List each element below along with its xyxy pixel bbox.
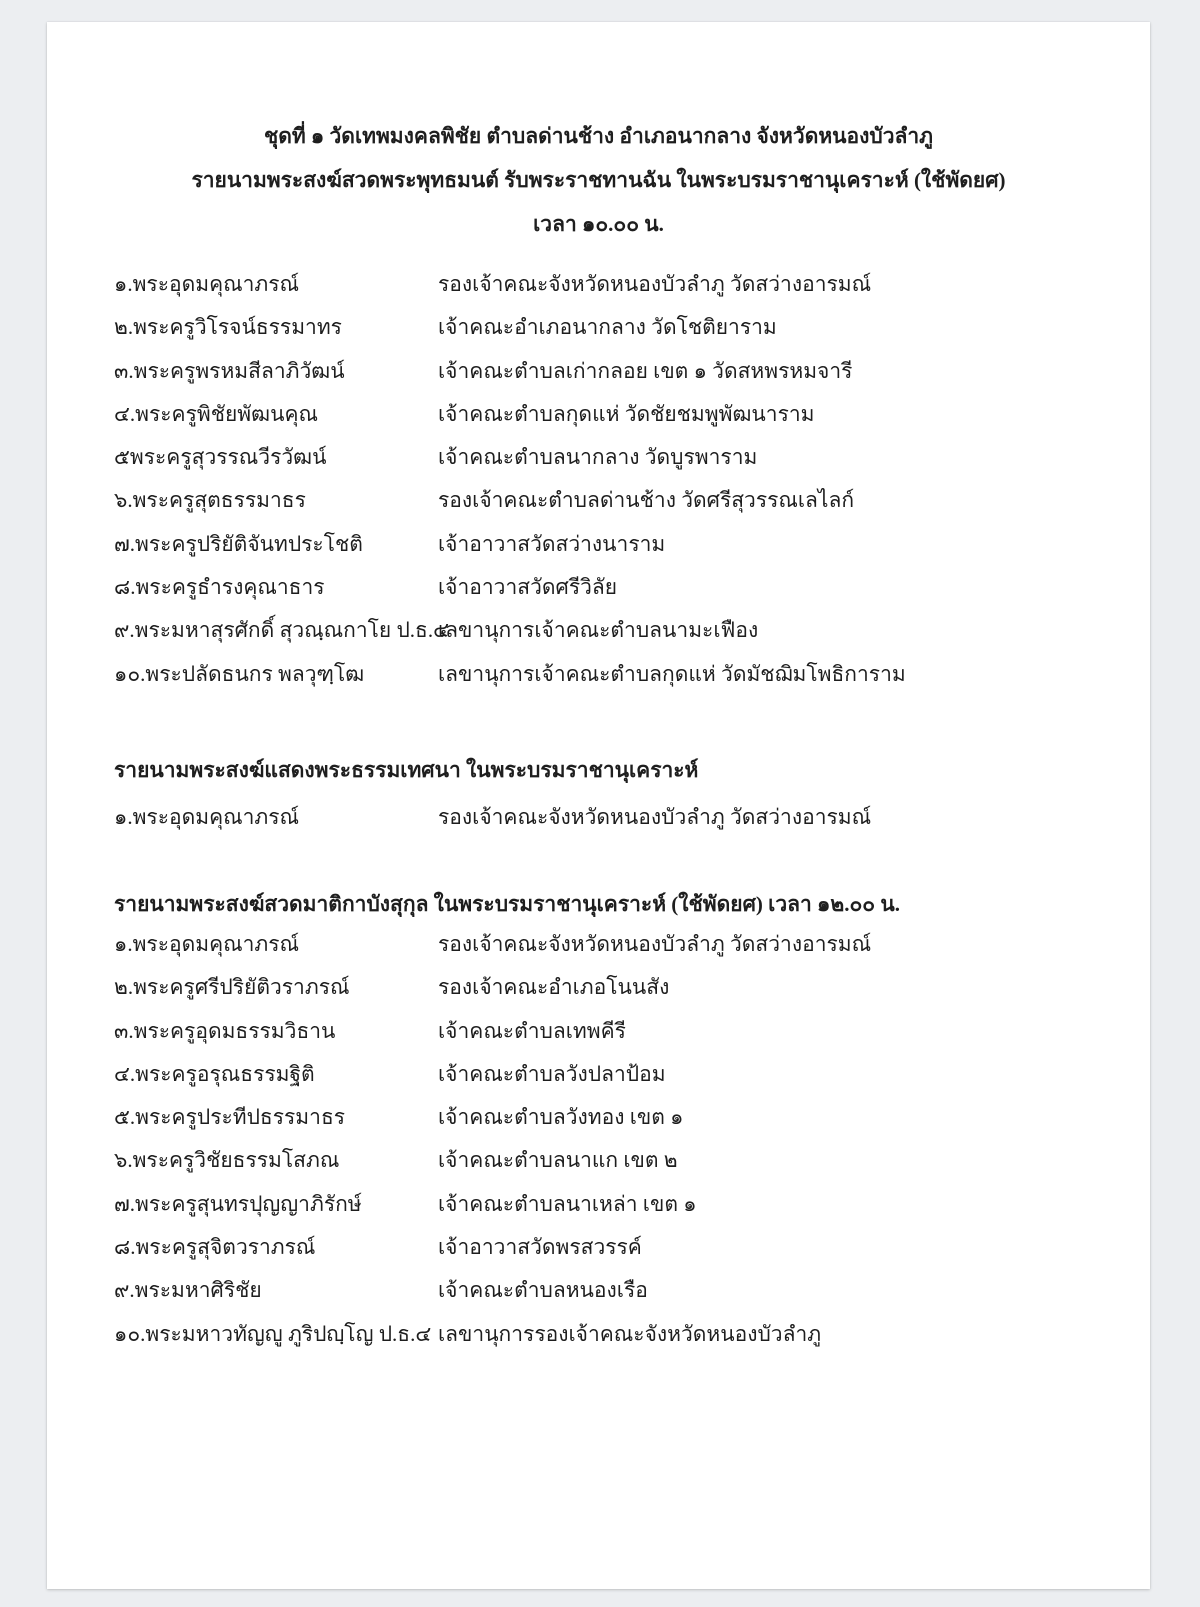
- monk-name: ๒.พระครูวิโรจน์ธรรมาทร: [114, 315, 342, 340]
- monk-name: ๕พระครูสุวรรณวีรวัฒน์: [114, 445, 327, 470]
- monk-name: ๑๐.พระปลัดธนกร พลวุฑฺโฒ: [114, 661, 365, 686]
- monk-title: เจ้าอาวาสวัดสว่างนาราม: [438, 531, 666, 556]
- monk-row: [114, 653, 1114, 696]
- monk-name: ๖.พระครูสุตธรรมาธร: [114, 488, 306, 513]
- document-page: [47, 22, 1150, 1589]
- monk-title: รองเจ้าคณะตำบลด่านช้าง วัดศรีสุวรรณเลไลก์: [438, 488, 855, 513]
- sermon-monk-list: [114, 796, 1114, 839]
- monk-row: [114, 1269, 1114, 1312]
- monk-title: เจ้าคณะตำบลนาเหล่า เขต ๑: [438, 1191, 697, 1216]
- monk-name: ๘.พระครูธำรงคุณาธาร: [114, 575, 325, 600]
- header-line-set-temple: ชุดที่ ๑ วัดเทพมงคลพิชัย ตำบลด่านช้าง อำเภอนากลาง จังหวัดหนองบัวลำภู: [263, 124, 934, 148]
- monk-name: ๙.พระมหาศิริชัย: [114, 1278, 262, 1303]
- monk-row: [114, 1183, 1114, 1226]
- monk-name: ๔.พระครูอรุณธรรมฐิติ: [114, 1061, 315, 1086]
- monk-title: เลขานุการรองเจ้าคณะจังหวัดหนองบัวลำภู: [438, 1321, 822, 1346]
- monk-title: เจ้าคณะตำบลนากลาง วัดบูรพาราม: [438, 445, 758, 470]
- sermon-section-heading: รายนามพระสงฆ์แสดงพระธรรมเทศนา ในพระบรมราชานุเคราะห์: [114, 758, 699, 782]
- monk-name: ๗.พระครูปริยัติจันทประโชติ: [114, 531, 363, 556]
- monk-name: ๗.พระครูสุนทรปุญญาภิรักษ์: [114, 1191, 362, 1216]
- monk-title: รองเจ้าคณะจังหวัดหนองบัวลำภู วัดสว่างอารมณ์: [438, 272, 872, 296]
- monk-title: เจ้าอาวาสวัดพรสวรรค์: [438, 1235, 642, 1260]
- monk-title: เจ้าคณะตำบลวังปลาป้อม: [438, 1061, 666, 1086]
- monk-title: เจ้าคณะตำบลเก่ากลอย เขต ๑ วัดสหพรหมจารี: [438, 358, 853, 383]
- monk-title: เลขานุการเจ้าคณะตำบลกุดแห่ วัดมัชฌิมโพธิการาม: [438, 661, 906, 686]
- matika-bangsukun-section-heading: รายนามพระสงฆ์สวดมาติกาบังสุกุล ในพระบรมราชานุเคราะห์ (ใช้พัดยศ) เวลา ๑๒.๐๐ น.: [114, 892, 900, 916]
- monk-name: ๕.พระครูประทีปธรรมาธร: [114, 1105, 346, 1130]
- monk-row: [114, 436, 1114, 479]
- monk-row: [114, 1313, 1114, 1356]
- monk-name: ๓.พระครูพรหมสีลาภิวัฒน์: [114, 358, 345, 383]
- monk-row: [114, 1226, 1114, 1269]
- chanting-monk-list: [114, 263, 1114, 696]
- monk-row: [114, 1010, 1114, 1053]
- monk-row: [114, 306, 1114, 349]
- monk-title: เจ้าคณะตำบลกุดแห่ วัดชัยชมพูพัฒนาราม: [438, 401, 815, 426]
- monk-row: [114, 566, 1114, 609]
- monk-name: ๑๐.พระมหาวทัญญู ภูริปญฺโญ ป.ธ.๔: [114, 1321, 432, 1346]
- monk-row: [114, 1053, 1114, 1096]
- monk-row: [114, 923, 1114, 966]
- monk-name: ๑.พระอุดมคุณาภรณ์: [114, 272, 300, 296]
- monk-name: ๘.พระครูสุจิตวราภรณ์: [114, 1235, 316, 1260]
- monk-title: เจ้าอาวาสวัดศรีวิลัย: [438, 575, 618, 600]
- monk-row: [114, 350, 1114, 393]
- monk-title: รองเจ้าคณะจังหวัดหนองบัวลำภู วัดสว่างอารมณ์: [438, 932, 872, 956]
- monk-title: เจ้าคณะตำบลนาแก เขต ๒: [438, 1148, 678, 1173]
- monk-title: เจ้าคณะตำบลเทพคีรี: [438, 1018, 626, 1043]
- header-line-time: เวลา ๑๐.๐๐ น.: [533, 212, 664, 236]
- monk-name: ๓.พระครูอุดมธรรมวิธาน: [114, 1018, 336, 1043]
- monk-title: รองเจ้าคณะจังหวัดหนองบัวลำภู วัดสว่างอารมณ์: [438, 805, 872, 829]
- monk-name: ๔.พระครูพิชัยพัฒนคุณ: [114, 401, 318, 426]
- monk-row: [114, 523, 1114, 566]
- monk-row: [114, 796, 1114, 839]
- monk-row: [114, 393, 1114, 436]
- monk-row: [114, 966, 1114, 1009]
- monk-title: เจ้าคณะตำบลวังทอง เขต ๑: [438, 1105, 684, 1130]
- monk-row: [114, 1139, 1114, 1182]
- monk-row: [114, 263, 1114, 306]
- document-header: [47, 114, 1150, 246]
- monk-title: เจ้าคณะอำเภอนากลาง วัดโชติยาราม: [438, 315, 777, 340]
- matika-monk-list: [114, 923, 1114, 1356]
- monk-row: [114, 1096, 1114, 1139]
- monk-title: เจ้าคณะตำบลหนองเรือ: [438, 1278, 648, 1303]
- monk-title: รองเจ้าคณะอำเภอโนนสัง: [438, 975, 670, 1000]
- monk-row: [114, 479, 1114, 522]
- monk-name: ๑.พระอุดมคุณาภรณ์: [114, 932, 300, 956]
- monk-name: ๙.พระมหาสุรศักดิ์ สุวณฺณกาโย ป.ธ.๔: [114, 618, 449, 643]
- monk-name: ๖.พระครูวิชัยธรรมโสภณ: [114, 1148, 340, 1173]
- header-line-chanting-title: รายนามพระสงฆ์สวดพระพุทธมนต์ รับพระราชทานฉัน ในพระบรมราชานุเคราะห์ (ใช้พัดยศ): [191, 168, 1006, 192]
- monk-row: [114, 609, 1114, 652]
- monk-name: ๒.พระครูศรีปริยัติวราภรณ์: [114, 975, 350, 1000]
- monk-name: ๑.พระอุดมคุณาภรณ์: [114, 805, 300, 829]
- monk-title: เลขานุการเจ้าคณะตำบลนามะเฟือง: [438, 618, 759, 643]
